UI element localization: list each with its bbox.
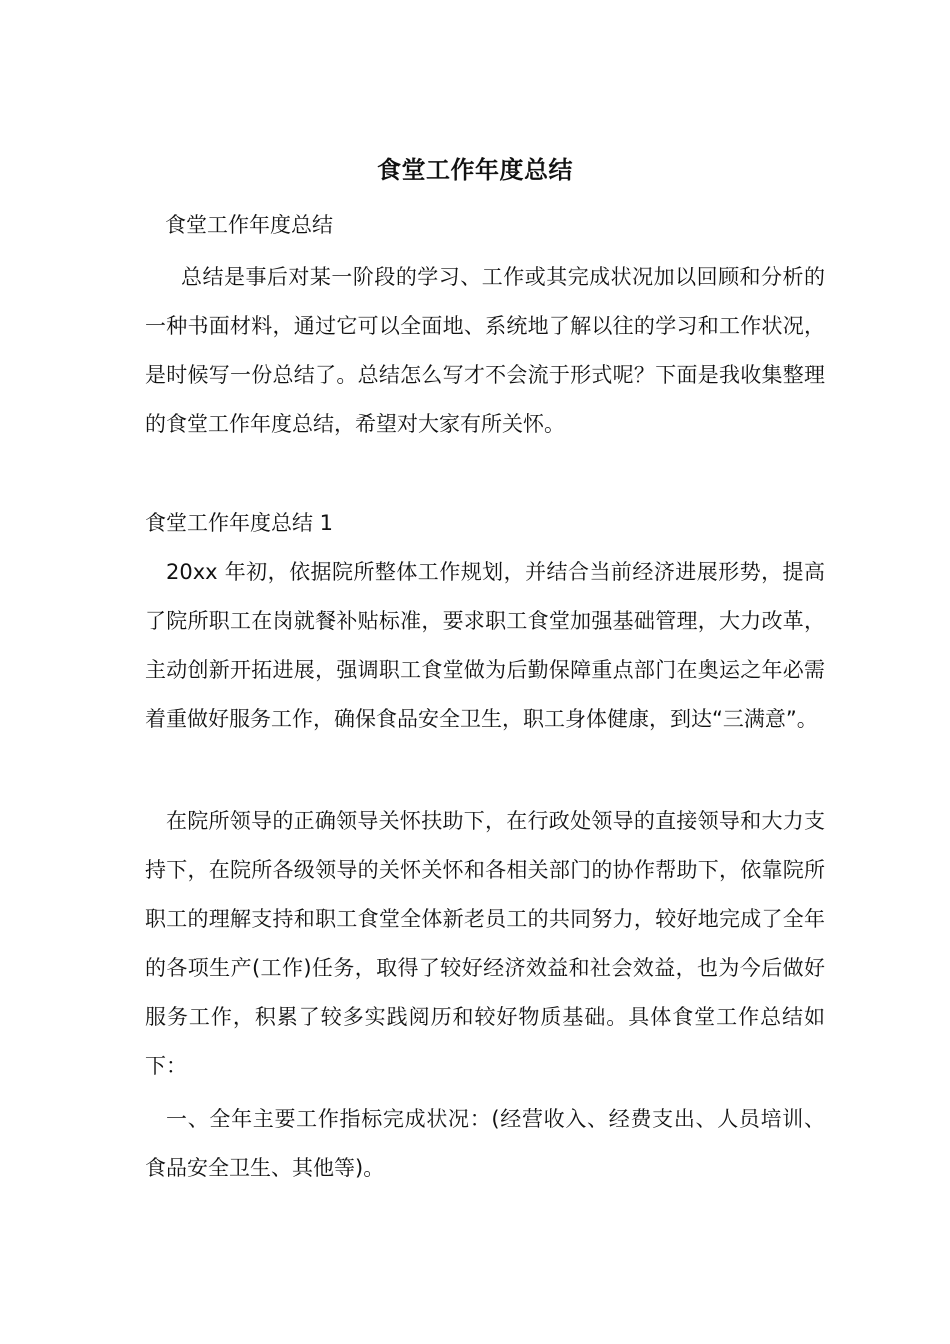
document-subtitle: 食堂工作年度总结 — [165, 213, 333, 237]
body-paragraph-3: 一、全年主要工作指标完成状况：(经营收入、经费支出、人员培训、食品安全卫生、其他等)。 — [145, 1107, 825, 1180]
intro-paragraph: 总结是事后对某一阶段的学习、工作或其完成状况加以回顾和分析的一种书面材料，通过它可以全面地、系统地了解以往的学习和工作状况，是时候写一份总结了。总结怎么写才不会流于形式呢？下面是我收集整理的食堂工作年度总结，希望对大家有所关怀。 — [145, 265, 825, 436]
document-title: 食堂工作年度总结 — [377, 156, 573, 184]
body-paragraph-1: 20xx 年初，依据院所整体工作规划，并结合当前经济进展形势，提高了院所职工在岗就餐补贴标准，要求职工食堂加强基础管理，大力改革，主动创新开拓进展，强调职工食堂做为后勤保障重点部门在奥运之年必需着重做好服务工作，确保食品安全卫生，职工身体健康，到达“三满意”。 — [145, 560, 825, 731]
body-paragraph-2: 在院所领导的正确领导关怀扶助下，在行政处领导的直接领导和大力支持下，在院所各级领导的关怀关怀和各相关部门的协作帮助下，依靠院所职工的理解支持和职工食堂全体新老员工的共同努力，较好地完成了全年的各项生产(工作)任务，取得了较好经济效益和社会效益，也为今后做好服务工作，积累了较多实践阅历和较好物质基础。具体食堂工作总结如下： — [145, 809, 825, 1078]
section-heading: 食堂工作年度总结 1 — [145, 511, 334, 535]
